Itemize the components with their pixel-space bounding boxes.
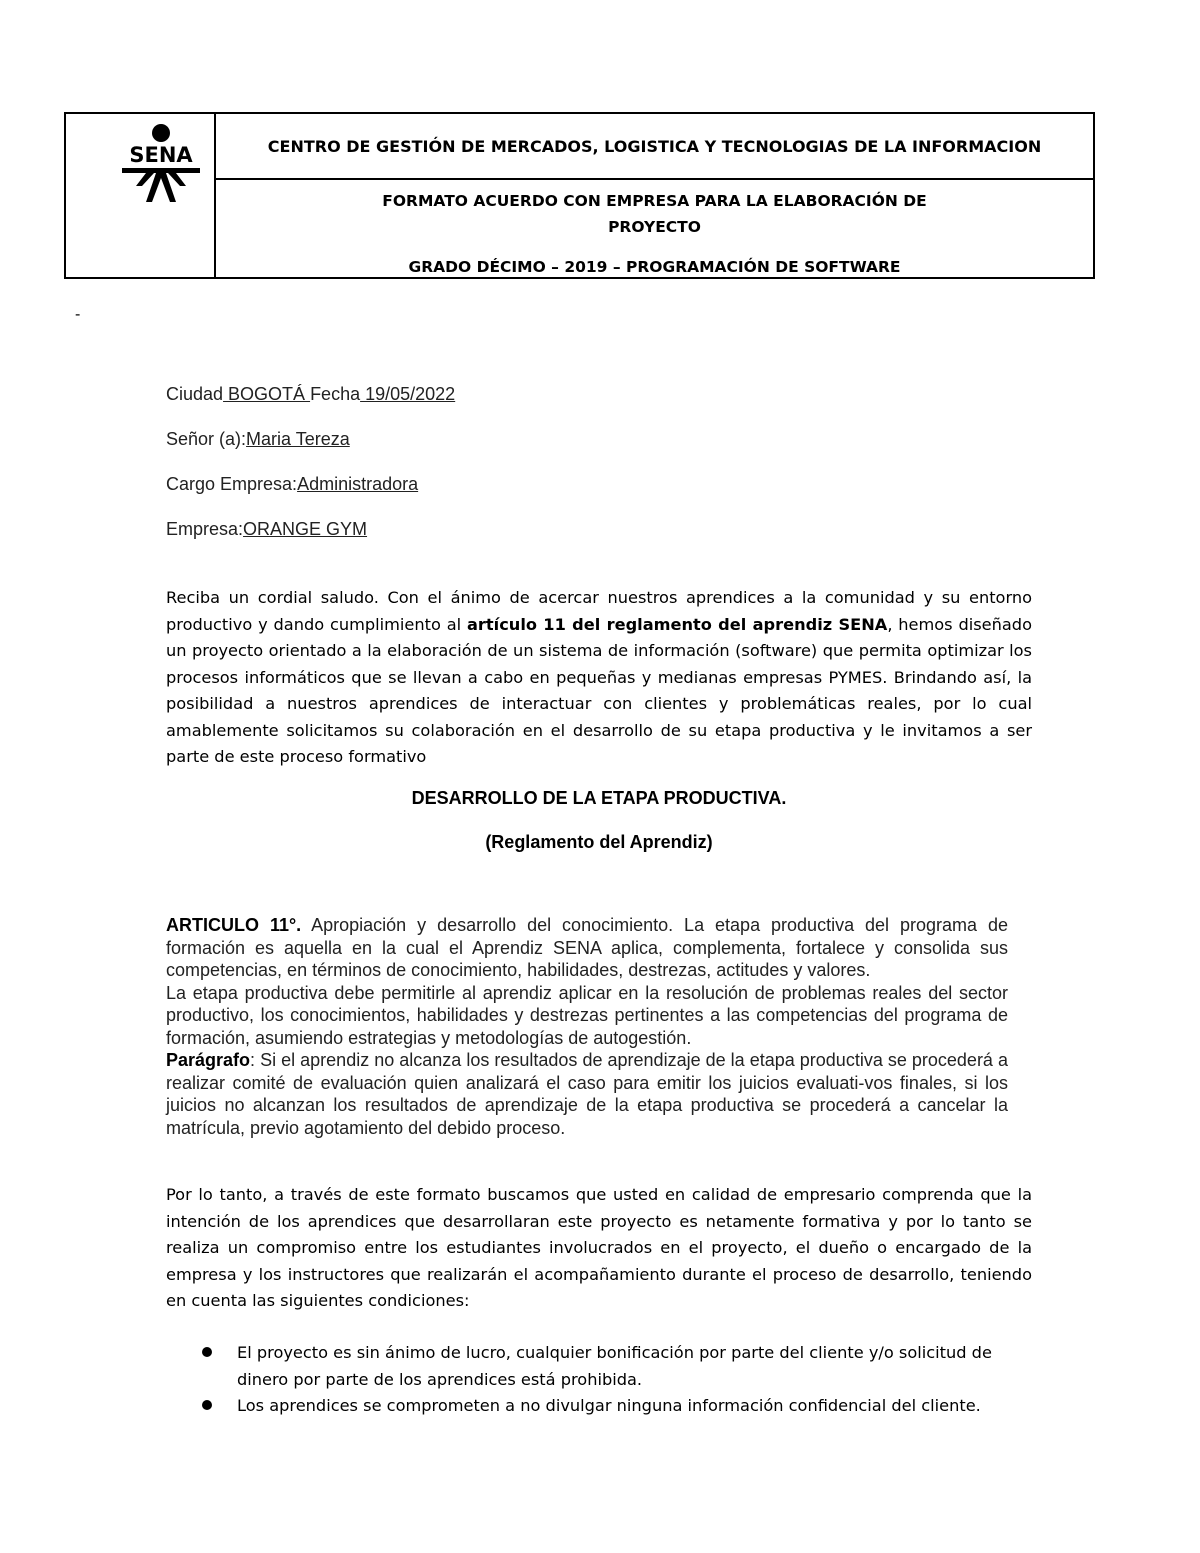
- intro-part1: Reciba un cordial saludo. Con el ánimo de acercar nuestros aprendices a la comunidad y su entorno productivo y dando cumplimiento al: [166, 588, 1032, 634]
- article-text1: Apropiación y desarrollo del conocimiento. La etapa productiva del programa de formación es aquella en la cual el Aprendiz SENA aplica, complementa, fortalece y consolida sus competencias, en términos de conocimiento, habilidades, destrezas, actitudes y valores.: [166, 915, 1009, 980]
- role-value: Administradora: [297, 474, 419, 494]
- list-item: [200, 1393, 1030, 1420]
- grade-line: GRADO DÉCIMO – 2019 – PROGRAMACIÓN DE SOFTWARE: [408, 258, 901, 276]
- city-value: BOGOTÁ: [223, 384, 311, 404]
- intro-bold: artículo 11 del reglamento del aprendiz SENA: [467, 614, 888, 634]
- logo-cell: [66, 114, 216, 277]
- paragraph-text: : Si el aprendiz no alcanza los resultados de aprendizaje de la etapa productiva se procederá a realizar comité de evaluación quien analizará el caso para emitir los juicios evaluati-vos finales, si los juicios no alcanzan los resultados de aprendizaje de la etapa productiva se procederá a cancelar la matrícula, previo agotamiento del debido proceso.: [166, 1050, 1008, 1138]
- bullet-icon: [202, 1347, 212, 1357]
- sena-logo: [116, 122, 206, 212]
- dash-marker: -: [75, 306, 81, 323]
- intro-part2: , hemos diseñado un proyecto orientado a la elaboración de un sistema de información (software) que permita optimizar los procesos informáticos que se llevan a cabo en pequeñas y medianas empresas PYMES. Brindando así, la posibilidad a nuestros aprendices de interactuar con clientes y problemáticas reales, por lo cual amablemente solicitamos su colaboración en el desarrollo de su etapa productiva y le invitamos a ser parte de este proceso formativo: [166, 614, 1032, 766]
- header-table: [64, 112, 1095, 279]
- company-label: Empresa:: [166, 519, 244, 539]
- article-paragraph: [166, 1049, 1008, 1139]
- article-text2: La etapa productiva debe permitirle al aprendiz aplicar en la resolución de problemas reales del sector productivo, los conocimientos, habilidades y destrezas pertinentes a las competencias del programa de formación, asumiendo estrategias y metodologías de autogestión.: [166, 982, 1008, 1048]
- list-item: [200, 1340, 1030, 1393]
- institution-name: CENTRO DE GESTIÓN DE MERCADOS, LOGISTICA Y TECNOLOGIAS DE LA INFORMACION: [216, 114, 1093, 180]
- section-title: DESARROLLO DE LA ETAPA PRODUCTIVA.: [411, 788, 787, 808]
- role-label: Cargo Empresa:: [166, 474, 298, 494]
- bullet-icon: [202, 1400, 212, 1410]
- sir-label: Señor (a):: [166, 429, 247, 449]
- article-block: [166, 914, 1008, 1139]
- role-line: [166, 474, 418, 495]
- city-label: Ciudad: [166, 384, 224, 404]
- date-label: Fecha: [310, 384, 361, 404]
- conclusion-paragraph: Por lo tanto, a través de este formato buscamos que usted en calidad de empresario comprenda que la intención de los aprendices que desarrollaran este proyecto es netamente formativa y por lo tanto se realiza un compromiso entre los estudiantes involucrados en el proyecto, el dueño o encargado de la empresa y los instructores que realizarán el acompañamiento durante el proceso de desarrollo, teniendo en cuenta las siguientes condiciones:: [166, 1185, 1032, 1310]
- condition-text: El proyecto es sin ánimo de lucro, cualquier bonificación por parte del cliente y/o solicitud de dinero por parte de los aprendices está prohibida.: [237, 1343, 992, 1389]
- conditions-list: [200, 1340, 1030, 1420]
- condition-text: Los aprendices se comprometen a no divulgar ninguna información confidencial del cliente.: [237, 1396, 981, 1415]
- city-date-line: [166, 384, 455, 405]
- date-value: 19/05/2022: [360, 384, 456, 404]
- format-title-block: [216, 180, 1093, 277]
- sir-value: Maria Tereza: [246, 429, 350, 449]
- paragraph-label: Parágrafo: [166, 1050, 251, 1070]
- sir-line: [166, 429, 350, 450]
- format-title-line1: FORMATO ACUERDO CON EMPRESA PARA LA ELABORACIÓN DE: [382, 192, 927, 210]
- company-line: [166, 519, 367, 540]
- format-title-line2: PROYECTO: [608, 218, 701, 236]
- intro-paragraph: [166, 585, 1032, 771]
- article-heading: ARTICULO 11°.: [166, 915, 302, 935]
- section-subtitle: (Reglamento del Aprendiz): [485, 832, 713, 852]
- company-value: ORANGE GYM: [243, 519, 368, 539]
- logo-lettering: SENA: [129, 143, 193, 167]
- article-para1: [166, 914, 1008, 982]
